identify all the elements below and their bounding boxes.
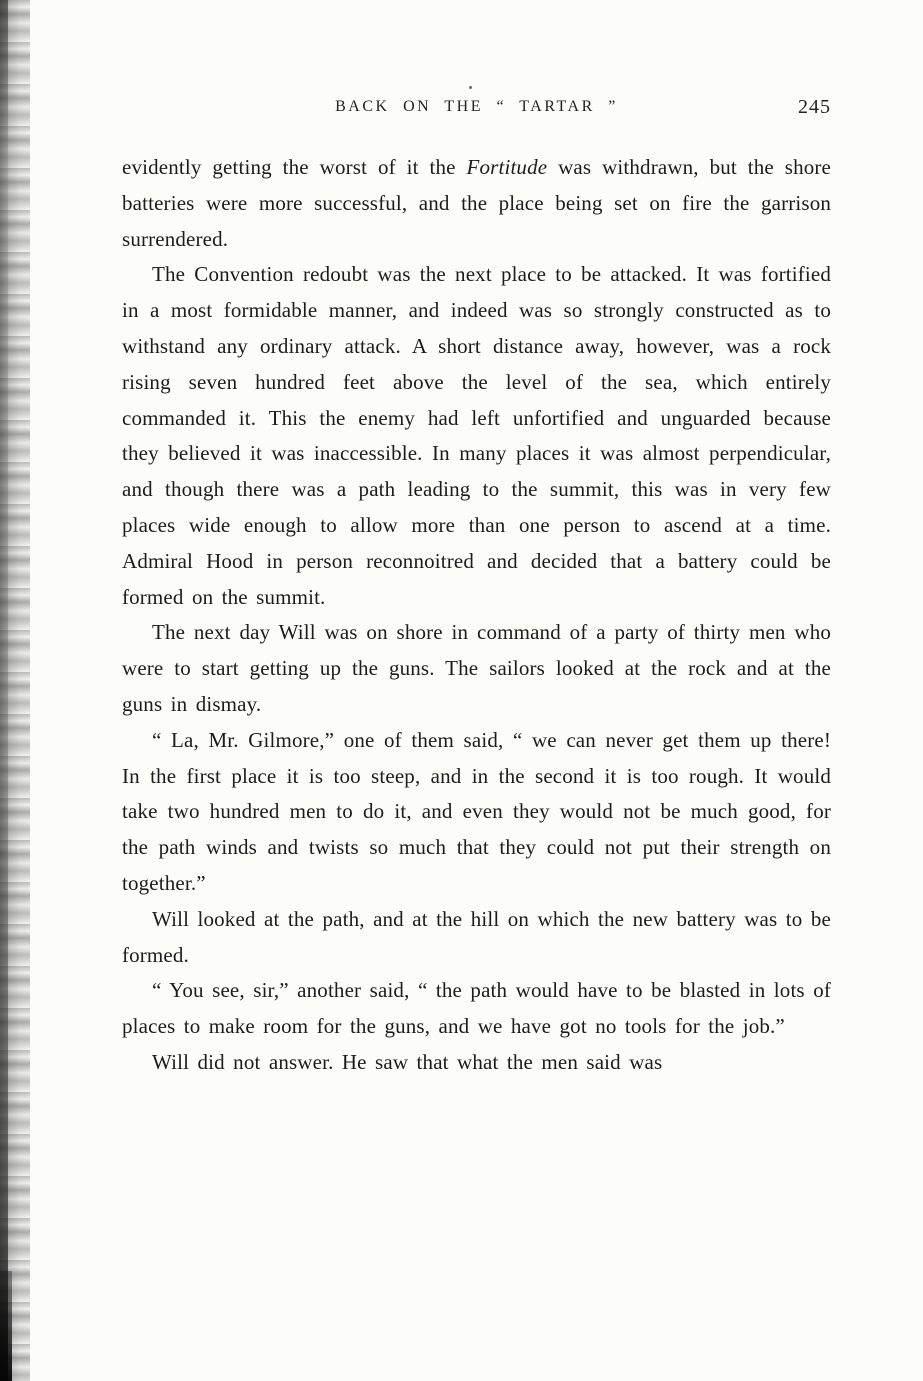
text-segment: Will did not answer. He saw that what the men said was [152,1049,663,1074]
paragraph [122,723,831,902]
text-segment: evidently getting the worst of it the [122,155,467,179]
scan-gutter-shadow [0,0,30,1381]
running-head [122,98,831,138]
page-number: 245 [798,96,831,118]
page-content [122,98,831,1081]
paragraph [122,615,831,722]
text-segment: was withdrawn, but the shore batteries were more successful, and the place being set on fire the garrison surrendered. [122,155,831,251]
paragraph [122,973,831,1045]
scan-speck [469,86,472,89]
text-segment: Will looked at the path, and at the hill on which the new battery was to be formed. [122,906,831,967]
italic-text: Fortitude [466,155,548,179]
paragraph [122,257,831,615]
paragraph [122,1045,831,1081]
text-segment: The Convention redoubt was the next place to be attacked. It was fortified in a most formidable manner, and indeed was so strongly constructed as to withstand any ordinary attack. A short distance away, however, was a rock rising seven hundred feet above the level of the sea, which entirely commanded it. This the enemy had left unfortified and unguarded because they believed it was inaccessible. In many places it was almost perpendicular, and though there was a path leading to the summit, this was in very few places wide enough to allow more than one person to ascend at a time. Admiral Hood in person reconnoitred and decided that a battery could be formed on the summit. [122,262,831,609]
paragraph [122,902,831,974]
text-segment: “ You see, sir,” another said, “ the path would have to be blasted in lots of places to make room for the guns, and we have got no tools for the job.” [122,978,831,1039]
paragraph [122,150,831,257]
text-segment: The next day Will was on shore in command of a party of thirty men who were to start getting up the guns. The sailors looked at the rock and at the guns in dismay. [122,620,831,716]
text-segment: “ La, Mr. Gilmore,” one of them said, “ we can never get them up there! In the first place it is too steep, and in the second it is too rough. It would take two hundred men to do it, and even they would not be much good, for the path winds and twists so much that they could not put their strength on together.” [122,727,831,895]
running-title: BACK ON THE “ TARTAR ” [335,98,618,115]
page-body [122,150,831,1081]
